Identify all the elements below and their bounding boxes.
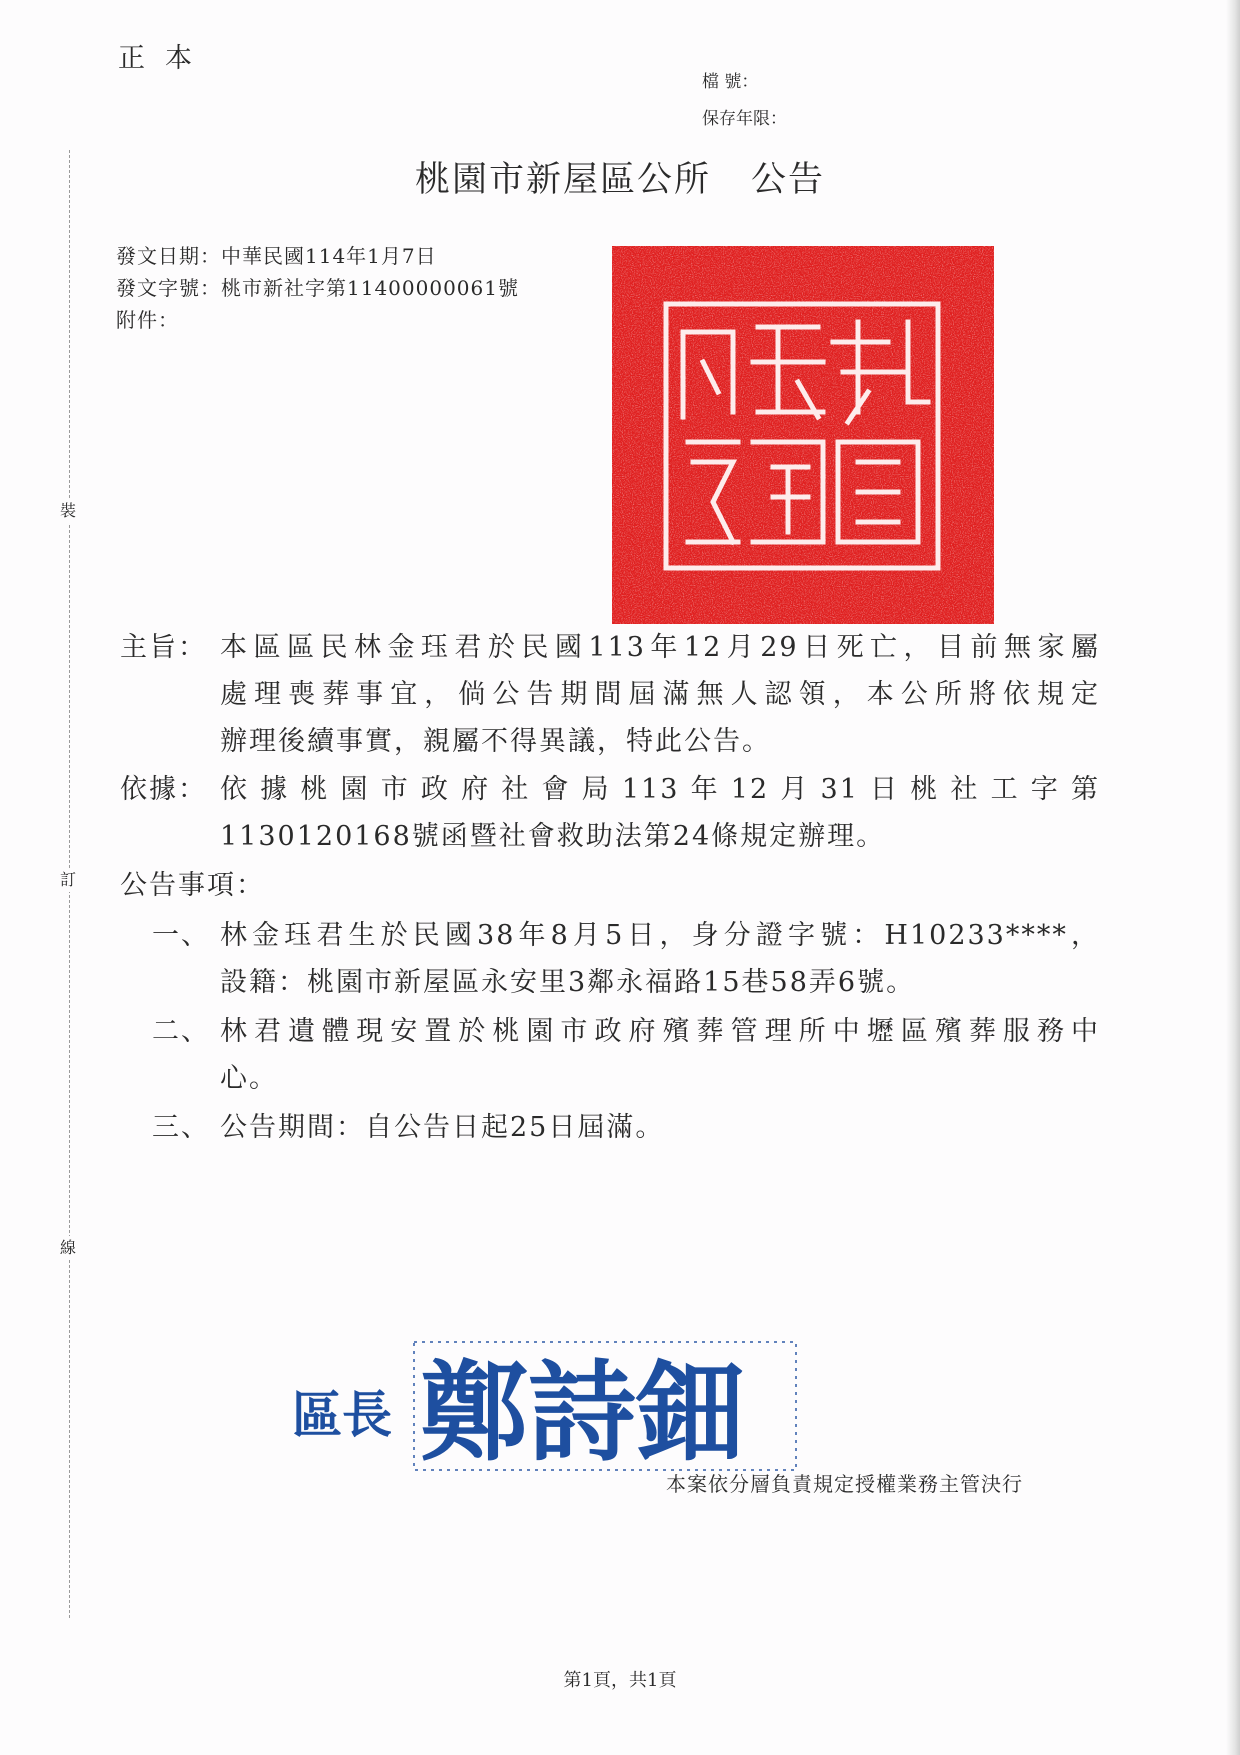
file-number-label: 檔 號： [702,72,759,92]
title-doc-type: 公告 [751,160,826,200]
issue-date: 發文日期：中華民國114年1月7日 [116,244,437,268]
item-number: 三、 [152,1112,210,1143]
signature-name: 鄭詩鈿 [420,1351,745,1476]
copy-mark: 正本 [118,43,212,74]
signature-title: 區長 [292,1386,392,1444]
director-signature-stamp [290,1330,810,1480]
attachment-label: 附件： [116,308,179,332]
subject-line: 辦理後續事實，親屬不得異議，特此公告。 [220,726,771,757]
items-heading: 公告事項： [120,870,265,901]
item-line: 心。 [220,1063,278,1094]
page-number: 第1頁，共1頁 [563,1670,677,1691]
page-title [0,152,1240,202]
item-number: 二、 [152,1016,210,1047]
retention-label: 保存年限： [702,109,787,129]
item-line: 林君遺體現安置於桃園市政府殯葬管理所中壢區殯葬服務中 [220,1016,1100,1047]
subject-line: 本區區民林金珏君於民國113年12月29日死亡，目前無家屬 [220,632,1100,663]
title-agency: 桃園市新屋區公所 [414,160,711,200]
item-number: 一、 [152,920,210,951]
subject-line: 處理喪葬事宜，倘公告期間屆滿無人認領，本公所將依規定 [220,679,1100,710]
delegation-note: 本案依分層負責規定授權業務主管決行 [666,1472,1023,1496]
basis-line: 1130120168號函暨社會救助法第24條規定辦理。 [220,821,886,852]
subject-label: 主旨： [120,632,207,663]
scan-edge-shadow [1226,0,1240,1755]
item-line: 公告期間：自公告日起25日屆滿。 [220,1112,665,1143]
basis-line: 依據桃園市政府社會局113年12月31日桃社工字第 [220,774,1100,805]
issue-number: 發文字號：桃市新社字第11400000061號 [116,276,519,300]
item-line: 林金珏君生於民國38年8月5日，身分證字號：H10233****， [220,920,1100,951]
basis-label: 依據： [120,774,207,805]
item-line: 設籍：桃園市新屋區永安里3鄰永福路15巷58弄6號。 [220,967,916,998]
binding-char-zhuang: 裝 [60,499,76,523]
binding-char-ding: 訂 [60,868,76,892]
binding-char-xian: 線 [60,1236,76,1260]
official-seal [608,242,998,628]
